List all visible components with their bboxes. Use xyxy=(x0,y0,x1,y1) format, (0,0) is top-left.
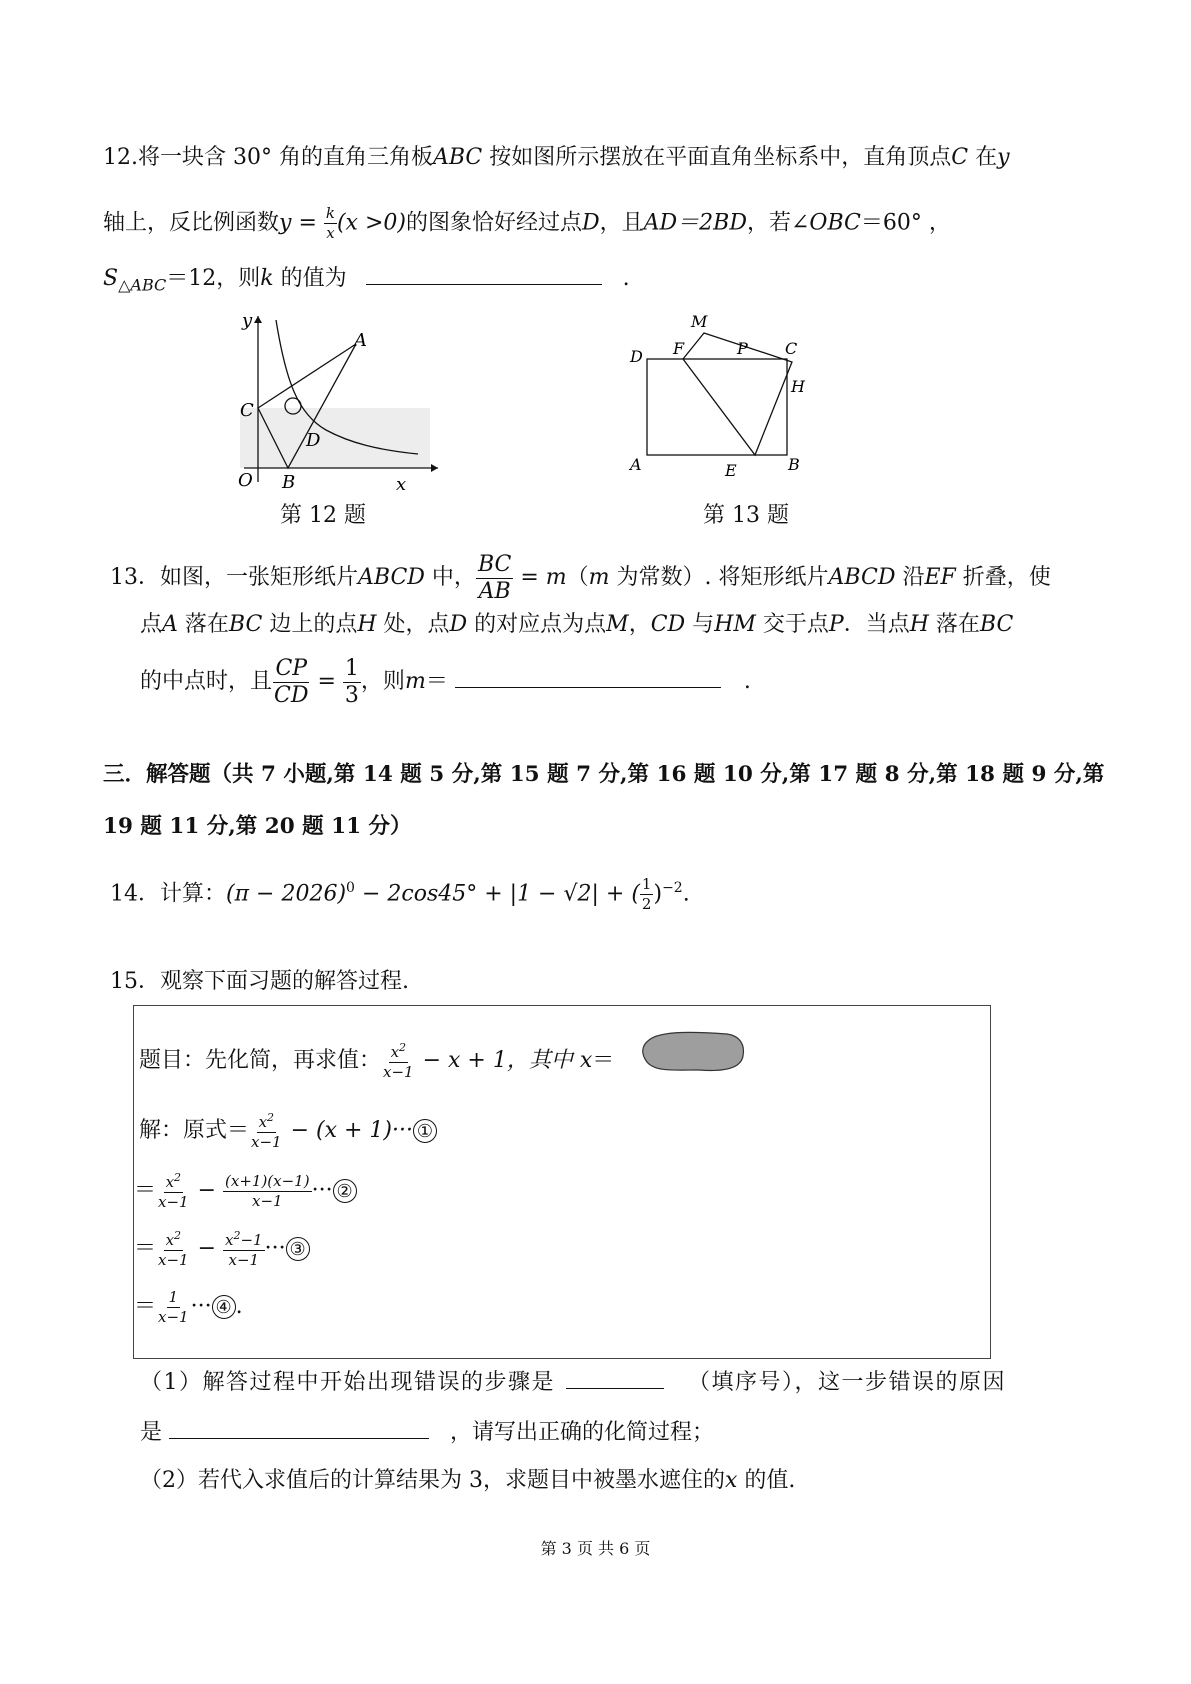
label-e: E xyxy=(725,461,737,480)
q12-text: 的图象恰好经过点 xyxy=(405,210,582,236)
figure-12-caption: 第 12 题 xyxy=(280,503,366,528)
exponent: 2 xyxy=(267,1111,275,1124)
area-subscript: △ABC xyxy=(118,275,167,295)
label-x: x xyxy=(396,474,407,492)
step-marker-4: ④ xyxy=(212,1295,236,1319)
label-h: H xyxy=(791,377,805,396)
q13-line1 xyxy=(110,548,1051,608)
area-symbol: S xyxy=(103,266,119,291)
q14-line xyxy=(110,866,690,913)
q13-text: 落在 xyxy=(177,612,229,637)
q13-text: 中， xyxy=(424,565,476,590)
frac-denominator: x−1 xyxy=(228,1251,260,1269)
label-a: A xyxy=(354,330,367,351)
frac-numerator: (x+1)(x−1) xyxy=(225,1171,310,1190)
q12-text: 轴上，反比例函数 xyxy=(103,210,280,236)
q15-solution-box xyxy=(133,1005,991,1359)
function-y: y xyxy=(279,210,292,236)
q13-text: （ xyxy=(566,565,589,590)
q15-solution-text: ＝ xyxy=(134,1294,157,1319)
q14-exponent: 0 xyxy=(346,880,355,896)
q13-text: P xyxy=(828,612,844,637)
q15-solution-text: ··· xyxy=(264,1236,286,1261)
q12-text: ，若∠ xyxy=(746,210,810,236)
label-b: B xyxy=(282,472,296,492)
q13-text: 的对应点为点 xyxy=(467,612,607,637)
exponent: 2 xyxy=(174,1229,182,1242)
frac-numerator: 1 xyxy=(344,655,359,681)
figure-12 xyxy=(238,312,448,492)
q12-text: ＝12，则 xyxy=(166,266,261,291)
q13-text: m xyxy=(588,565,610,590)
x-axis-arrow-icon xyxy=(431,464,438,472)
page-footer: 第 3 页 共 6 页 xyxy=(540,1539,651,1558)
q12-text: 在 xyxy=(968,145,998,170)
q13-text: 13．如图，一张矩形纸片 xyxy=(110,565,358,590)
q12-text: . xyxy=(622,266,630,291)
q13-text: 沿 xyxy=(895,565,925,590)
frac-denominator: x−1 xyxy=(383,1063,414,1081)
q12-line1 xyxy=(103,143,1010,173)
q15-solution-text: − xyxy=(190,1236,224,1261)
q13-line3 xyxy=(140,650,751,714)
q13-text: 的中点时，且 xyxy=(140,669,273,694)
q15-intro: 15．观察下面习题的解答过程. xyxy=(110,969,409,994)
q13-text: H xyxy=(909,612,929,637)
figure-shading xyxy=(240,408,430,468)
frac-denominator: x−1 xyxy=(252,1191,283,1210)
fraction-one-half xyxy=(640,874,654,913)
q15-part1-text: ，请写出正确的化简过程； xyxy=(450,1420,715,1445)
q13-text: EF xyxy=(924,565,956,590)
ink-blot-icon xyxy=(639,1028,749,1076)
q15-part2-text: （2）若代入求值后的计算结果为 3，求题目中被墨水遮住的 xyxy=(140,1468,725,1493)
q15-solution-text: ··· xyxy=(190,1294,212,1319)
q13-text: BC xyxy=(979,612,1014,637)
q13-text: H xyxy=(357,612,377,637)
q12-text: AD＝2BD xyxy=(643,210,747,236)
q13-text: 落在 xyxy=(928,612,980,637)
frac-denominator: 2 xyxy=(641,894,652,913)
q15-title-text: − x + 1，其中 xyxy=(415,1048,580,1073)
q15-solution-text: ＝ xyxy=(134,1178,157,1203)
frac-denominator: CD xyxy=(274,682,309,708)
q13-text: CD xyxy=(650,612,686,637)
frac-denominator: x−1 xyxy=(158,1193,189,1211)
frac-denominator: x−1 xyxy=(158,1307,189,1326)
fraction-x2-over-x-1 xyxy=(156,1172,191,1210)
q12-text: k xyxy=(260,266,274,291)
fraction-1-over-x-1 xyxy=(156,1287,191,1326)
q13-answer-blank[interactable] xyxy=(455,665,721,688)
label-a: A xyxy=(630,455,642,474)
frac-numerator: 1 xyxy=(168,1287,179,1306)
frac-numerator: CP xyxy=(275,655,308,681)
q13-text: 点 xyxy=(140,612,163,637)
fraction-k-over-x xyxy=(324,206,337,241)
q13-text: A xyxy=(162,612,178,637)
q13-text: ， xyxy=(628,612,651,637)
q13-line2 xyxy=(140,610,1013,640)
frac-numerator: x xyxy=(165,1173,175,1191)
label-c: C xyxy=(240,400,254,421)
label-d: D xyxy=(306,430,321,451)
label-y: y xyxy=(242,312,253,331)
q12-text: 的值为 xyxy=(273,266,347,291)
section-3-heading-2 xyxy=(103,812,412,842)
q13-text: ＝ xyxy=(425,669,448,694)
section-3-heading xyxy=(103,760,1104,790)
q13-text: 交于点 xyxy=(755,612,829,637)
exponent: 2 xyxy=(399,1041,407,1054)
q15-part1-text: （1）解答过程中开始出现错误的步骤是 xyxy=(140,1370,555,1395)
frac-numerator: 1 xyxy=(641,874,652,893)
function-condition: (x >0) xyxy=(336,210,406,236)
q13-text: m xyxy=(545,565,567,590)
frac-denominator: x−1 xyxy=(251,1133,282,1151)
q12-answer-blank[interactable] xyxy=(366,262,602,285)
q12-text: y xyxy=(997,145,1010,170)
q14-prefix: 14．计算： xyxy=(110,881,226,907)
figure-13 xyxy=(625,312,815,484)
fraction-one-third xyxy=(343,655,361,708)
fraction-cp-over-cd xyxy=(272,655,310,708)
q15-step3 xyxy=(134,1224,310,1274)
frac-numerator: BC xyxy=(477,551,512,577)
q13-text: 折叠，使 xyxy=(955,565,1051,590)
fraction-x2-over-x-1 xyxy=(249,1112,284,1150)
frac-denominator: 3 xyxy=(344,682,359,708)
frac-numerator: x xyxy=(390,1043,400,1061)
exponent: 2 xyxy=(233,1229,241,1242)
q15-solution-text: ··· xyxy=(311,1178,333,1203)
q13-text: m xyxy=(404,669,426,694)
q13-text: 处，点 xyxy=(376,612,450,637)
frac-denominator: x xyxy=(326,224,335,242)
q14-expr: − 2cos45° + |1 − √2| + ( xyxy=(354,881,640,907)
frac-numerator-tail: −1 xyxy=(240,1231,263,1249)
label-p: P xyxy=(737,339,748,358)
frac-numerator: x xyxy=(225,1231,234,1249)
label-d: D xyxy=(630,347,643,366)
q13-text: D xyxy=(449,612,468,637)
q12-text: C xyxy=(951,145,969,170)
frac-numerator: x xyxy=(258,1113,268,1131)
q15-part2-text: x xyxy=(725,1468,738,1493)
q12-text: ABC xyxy=(432,145,483,170)
exponent: 2 xyxy=(174,1171,182,1184)
q15-part1-line1 xyxy=(140,1366,1006,1398)
step-marker-2: ② xyxy=(333,1179,357,1203)
q15-part2 xyxy=(140,1466,795,1496)
rectangle-abcd xyxy=(647,359,787,455)
q13-text: = xyxy=(513,565,546,590)
step-marker-1: ① xyxy=(413,1119,437,1143)
q15-part2-text: 的值. xyxy=(737,1468,796,1493)
q13-text: 边上的点 xyxy=(262,612,358,637)
q14-expr: ) xyxy=(653,881,663,907)
frac-denominator: x−1 xyxy=(158,1251,189,1269)
q13-text: M xyxy=(606,612,629,637)
q13-text: = xyxy=(310,669,343,694)
frac-numerator: k xyxy=(325,204,335,222)
label-f: F xyxy=(673,339,685,358)
q15-title-text: x xyxy=(579,1048,593,1073)
q12-text: 按如图所示摆放在平面直角坐标系中，直角顶点 xyxy=(482,145,952,170)
q15-solution-text: . xyxy=(235,1294,243,1319)
q15-title-text: ＝ xyxy=(592,1048,615,1073)
fraction-bc-over-ab xyxy=(476,551,513,604)
q15-title-line xyxy=(139,1036,614,1086)
q15-step-blank[interactable] xyxy=(566,1366,664,1389)
fraction-x2-minus-1-over-x-1 xyxy=(223,1230,265,1268)
q12-text: 12.将一块含 30° 角的直角三角板 xyxy=(103,145,433,170)
fraction-x2-over-x-1 xyxy=(381,1042,416,1080)
fraction-product-over-x-1 xyxy=(223,1171,312,1210)
label-b: B xyxy=(788,455,800,474)
label-o: O xyxy=(238,470,253,491)
q15-step4 xyxy=(134,1282,243,1332)
label-m: M xyxy=(691,312,708,331)
frac-numerator: x xyxy=(165,1231,175,1249)
q15-solution-text: ＝ xyxy=(134,1236,157,1261)
q15-step2 xyxy=(134,1166,357,1216)
q12-line3 xyxy=(103,262,630,300)
q15-part1-text: （填序号），这一步错误的原因 xyxy=(688,1370,1007,1395)
q13-text: ABCD xyxy=(828,565,896,590)
frac-denominator: AB xyxy=(478,578,511,604)
q12-text: ，且 xyxy=(599,210,644,236)
q12-text: ＝60° ， xyxy=(860,210,951,236)
q15-solution-text: − (x + 1)··· xyxy=(283,1118,413,1143)
q12-text: D xyxy=(581,210,600,236)
q13-text: ，则 xyxy=(360,669,405,694)
q14-expr: (π − 2026) xyxy=(226,881,347,907)
q14-exponent: −2 xyxy=(662,880,683,896)
q13-text: ABCD xyxy=(358,565,425,590)
q12-text: OBC xyxy=(809,210,861,236)
q14-expr: . xyxy=(682,881,690,907)
q13-text: 与 xyxy=(685,612,715,637)
figure-13-caption: 第 13 题 xyxy=(703,503,789,528)
y-axis-arrow-icon xyxy=(254,316,262,323)
label-c: C xyxy=(785,339,798,358)
q13-text: ．当点 xyxy=(843,612,910,637)
q15-part1-text: 是 xyxy=(140,1420,163,1445)
q13-text: HM xyxy=(714,612,756,637)
q15-reason-blank[interactable] xyxy=(169,1416,429,1439)
q15-title-text: 题目：先化简，再求值： xyxy=(139,1048,382,1073)
q15-step1 xyxy=(139,1106,437,1156)
q15-solution-text: − xyxy=(190,1178,224,1203)
q13-text: BC xyxy=(228,612,263,637)
step-marker-3: ③ xyxy=(286,1237,310,1261)
fraction-x2-over-x-1 xyxy=(156,1230,191,1268)
section-3-heading-line1: 三．解答题（共 7 小题,第 14 题 5 分,第 15 题 7 分,第 16 题 10 分,第 17 题 8 分,第 18 题 9 分,第 xyxy=(103,762,1105,787)
q12-line2 xyxy=(103,206,951,241)
q12-text: = xyxy=(291,210,324,236)
q13-text: . xyxy=(743,669,751,694)
q13-text: 为常数）. 将矩形纸片 xyxy=(609,565,829,590)
q15-solution-text: 解：原式＝ xyxy=(139,1118,250,1143)
section-3-heading-line2: 19 题 11 分,第 20 题 11 分） xyxy=(103,814,412,839)
q15-part1-line2 xyxy=(140,1416,714,1448)
